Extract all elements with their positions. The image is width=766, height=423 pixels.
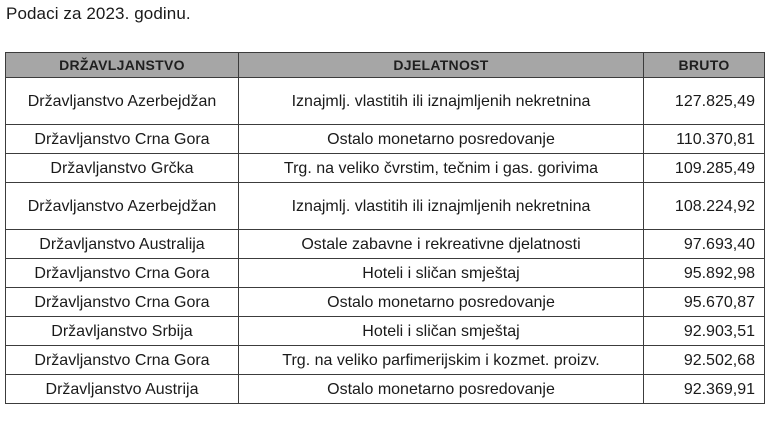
cell-activity: Iznajmlj. vlastitih ili iznajmljenih nekretnina <box>239 78 644 125</box>
cell-citizenship: Državljanstvo Crna Gora <box>6 259 239 288</box>
cell-activity: Iznajmlj. vlastitih ili iznajmljenih nekretnina <box>239 183 644 230</box>
cell-gross: 95.670,87 <box>644 288 765 317</box>
table-header-row <box>6 53 765 78</box>
header-activity: DJELATNOST <box>239 53 644 78</box>
cell-citizenship: Državljanstvo Crna Gora <box>6 288 239 317</box>
cell-gross: 109.285,49 <box>644 154 765 183</box>
cell-activity: Ostalo monetarno posredovanje <box>239 288 644 317</box>
table-row <box>6 346 765 375</box>
cell-gross: 95.892,98 <box>644 259 765 288</box>
table-caption: Podaci za 2023. godinu. <box>6 4 191 23</box>
cell-activity: Ostale zabavne i rekreativne djelatnosti <box>239 230 644 259</box>
citizenship-gross-table <box>5 52 765 404</box>
table-row <box>6 154 765 183</box>
table-row <box>6 78 765 125</box>
table-row <box>6 183 765 230</box>
cell-gross: 108.224,92 <box>644 183 765 230</box>
cell-gross: 110.370,81 <box>644 125 765 154</box>
cell-activity: Ostalo monetarno posredovanje <box>239 125 644 154</box>
cell-citizenship: Državljanstvo Azerbejdžan <box>6 78 239 125</box>
table-row <box>6 125 765 154</box>
cell-citizenship: Državljanstvo Crna Gora <box>6 125 239 154</box>
cell-gross: 97.693,40 <box>644 230 765 259</box>
cell-citizenship: Državljanstvo Austrija <box>6 375 239 404</box>
header-citizenship: DRŽAVLJANSTVO <box>6 53 239 78</box>
cell-activity: Hoteli i sličan smještaj <box>239 259 644 288</box>
cell-citizenship: Državljanstvo Grčka <box>6 154 239 183</box>
cell-citizenship: Državljanstvo Australija <box>6 230 239 259</box>
cell-citizenship: Državljanstvo Crna Gora <box>6 346 239 375</box>
header-gross: BRUTO <box>644 53 765 78</box>
cell-gross: 92.502,68 <box>644 346 765 375</box>
cell-gross: 127.825,49 <box>644 78 765 125</box>
cell-activity: Hoteli i sličan smještaj <box>239 317 644 346</box>
table-row <box>6 259 765 288</box>
table-row <box>6 288 765 317</box>
table-row <box>6 230 765 259</box>
table-row <box>6 375 765 404</box>
cell-activity: Trg. na veliko parfimerijskim i kozmet. proizv. <box>239 346 644 375</box>
cell-gross: 92.903,51 <box>644 317 765 346</box>
cell-citizenship: Državljanstvo Srbija <box>6 317 239 346</box>
cell-activity: Trg. na veliko čvrstim, tečnim i gas. gorivima <box>239 154 644 183</box>
table-row <box>6 317 765 346</box>
cell-citizenship: Državljanstvo Azerbejdžan <box>6 183 239 230</box>
cell-activity: Ostalo monetarno posredovanje <box>239 375 644 404</box>
cell-gross: 92.369,91 <box>644 375 765 404</box>
